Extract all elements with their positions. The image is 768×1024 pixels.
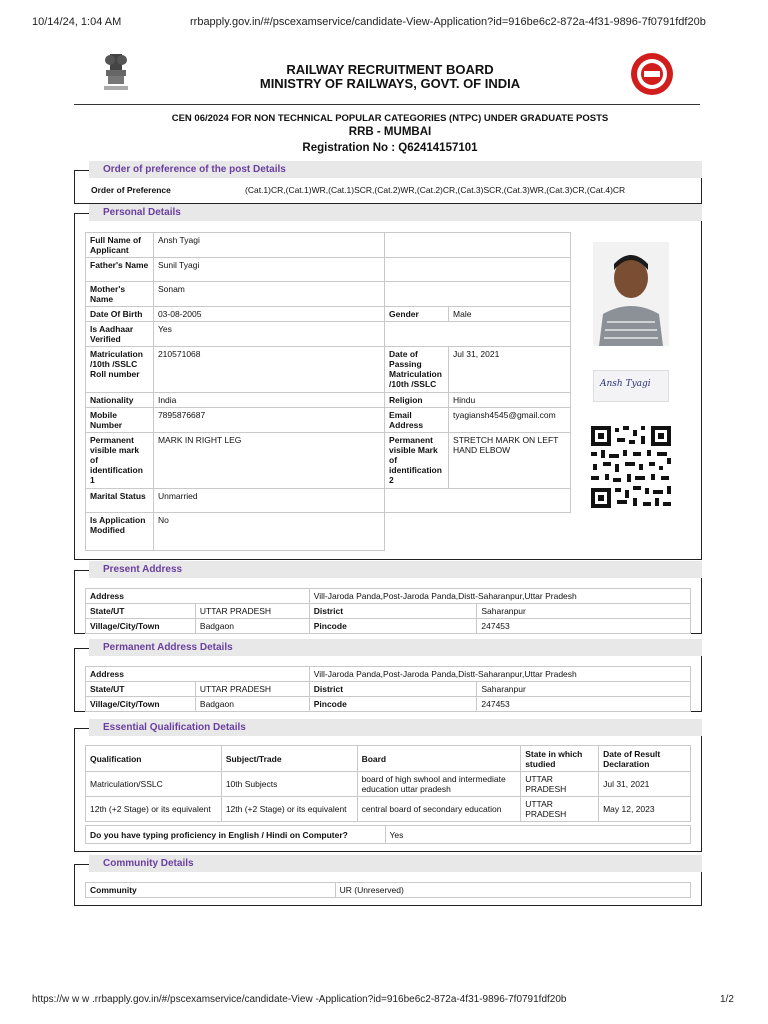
table-row (86, 282, 571, 307)
marital-value: Unmarried (153, 489, 384, 513)
registration-number: Registration No : Q62414157101 (302, 142, 478, 154)
aadhaar-value: Yes (153, 322, 384, 347)
qual-cell: 12th (+2 Stage) or its equivalent (221, 797, 357, 822)
table-row (86, 772, 691, 797)
qr-code-icon (589, 424, 673, 510)
full-name-label: Full Name of Applicant (86, 233, 154, 258)
qualification-section (74, 722, 702, 852)
print-datetime: 10/14/24, 1:04 AM (32, 16, 122, 28)
present-address-value: Vill-Jaroda Panda,Post-Jaroda Panda,Distt-Saharanpur,Uttar Pradesh (309, 589, 690, 604)
permanent-district-label: District (309, 682, 477, 697)
religion-value: Hindu (449, 393, 571, 408)
table-row (86, 826, 691, 844)
signature-box (593, 370, 669, 402)
table-row (86, 589, 691, 604)
table-row (86, 667, 691, 682)
present-address-heading: Present Address (89, 561, 702, 578)
gender-value: Male (449, 307, 571, 322)
present-village-label: Village/City/Town (86, 619, 196, 634)
father-label: Father's Name (86, 258, 154, 282)
permanent-address-section (74, 642, 702, 712)
personal-section (74, 207, 702, 560)
permanent-address-table (85, 666, 691, 712)
qual-header-state: State in which studied (521, 746, 599, 772)
ministry-title: MINISTRY OF RAILWAYS, GOVT. OF INDIA (259, 76, 521, 91)
qual-cell: 10th Subjects (221, 772, 357, 797)
qualification-heading: Essential Qualification Details (89, 719, 702, 736)
pass-date-label: Date of Passing Matriculation /10th /SSLC (385, 347, 449, 393)
nationality-value: India (153, 393, 384, 408)
mobile-value: 7895876687 (153, 408, 384, 433)
table-row (86, 619, 691, 634)
indian-railways-logo-icon (630, 52, 674, 96)
header-divider (74, 104, 700, 105)
present-pincode-value: 247453 (477, 619, 691, 634)
modified-value: No (153, 513, 384, 551)
permanent-state-value: UTTAR PRADESH (195, 682, 309, 697)
qual-header-board: Board (357, 746, 521, 772)
present-address-label: Address (86, 589, 310, 604)
mark1-value: MARK IN RIGHT LEG (153, 433, 384, 489)
permanent-village-label: Village/City/Town (86, 697, 196, 712)
qualification-table (85, 745, 691, 822)
qual-cell: Jul 31, 2021 (599, 772, 691, 797)
table-row (86, 797, 691, 822)
mother-label: Mother's Name (86, 282, 154, 307)
qual-header-subject: Subject/Trade (221, 746, 357, 772)
religion-label: Religion (385, 393, 449, 408)
footer-url: https://w w w .rrbapply.gov.in/#/pscexamservice/candidate-View -Application?id=916be6c2-872a-4f31-9896-7f0791fdf20b (32, 994, 567, 1005)
community-section (74, 858, 702, 906)
community-value: UR (Unreserved) (335, 883, 690, 898)
mark2-label: Permanent visible Mark of identification 2 (385, 433, 449, 489)
permanent-address-heading: Permanent Address Details (89, 639, 702, 656)
community-label: Community (86, 883, 336, 898)
personal-heading: Personal Details (89, 204, 702, 221)
email-label: Email Address (385, 408, 449, 433)
board-title: RAILWAY RECRUITMENT BOARD (286, 62, 494, 77)
community-table (85, 882, 691, 898)
qual-header-qualification: Qualification (86, 746, 222, 772)
permanent-district-value: Saharanpur (477, 682, 691, 697)
matric-value: 210571068 (153, 347, 384, 393)
table-row (86, 393, 571, 408)
nationality-label: Nationality (86, 393, 154, 408)
matric-label: Matriculation /10th /SSLC Roll number (86, 347, 154, 393)
permanent-village-value: Badgaon (195, 697, 309, 712)
rrb-name: RRB - MUMBAI (348, 126, 432, 138)
father-value: Sunil Tyagi (153, 258, 384, 282)
signature-text: Ansh Tyagi (600, 379, 651, 389)
typing-value: Yes (385, 826, 690, 844)
personal-table (85, 232, 571, 551)
dob-label: Date Of Birth (86, 307, 154, 322)
full-name-value: Ansh Tyagi (153, 233, 384, 258)
page-number: 1/2 (720, 994, 734, 1005)
pass-date-value: Jul 31, 2021 (449, 347, 571, 393)
table-row (86, 408, 571, 433)
applicant-photo (593, 242, 669, 346)
present-village-value: Badgaon (195, 619, 309, 634)
table-row (86, 604, 691, 619)
table-row (86, 513, 571, 551)
table-row (86, 322, 571, 347)
qual-cell: Matriculation/SSLC (86, 772, 222, 797)
gender-label: Gender (385, 307, 449, 322)
marital-label: Marital Status (86, 489, 154, 513)
preference-label: Order of Preference (91, 185, 171, 195)
qual-cell: 12th (+2 Stage) or its equivalent (86, 797, 222, 822)
qual-cell: UTTAR PRADESH (521, 772, 599, 797)
print-url: rrbapply.gov.in/#/pscexamservice/candidate-View-Application?id=916be6c2-872a-4f31-9896-7f0791fdf20b (190, 16, 706, 28)
table-row (86, 883, 691, 898)
typing-label: Do you have typing proficiency in English / Hindi on Computer? (86, 826, 386, 844)
preference-heading: Order of preference of the post Details (89, 161, 702, 178)
preference-value: (Cat.1)CR,(Cat.1)WR,(Cat.1)SCR,(Cat.2)WR,(Cat.2)CR,(Cat.3)SCR,(Cat.3)WR,(Cat.3)CR,(Cat.4)CR (245, 185, 626, 195)
present-state-value: UTTAR PRADESH (195, 604, 309, 619)
national-emblem-icon (100, 50, 132, 94)
mobile-label: Mobile Number (86, 408, 154, 433)
table-row (86, 489, 571, 513)
present-state-label: State/UT (86, 604, 196, 619)
aadhaar-label: Is Aadhaar Verified (86, 322, 154, 347)
table-row (86, 307, 571, 322)
typing-table (85, 825, 691, 844)
permanent-address-value: Vill-Jaroda Panda,Post-Jaroda Panda,Distt-Saharanpur,Uttar Pradesh (309, 667, 690, 682)
email-value: tyagiansh4545@gmail.com (449, 408, 571, 433)
present-district-label: District (309, 604, 477, 619)
table-row (86, 347, 571, 393)
table-row (86, 258, 571, 282)
cen-title: CEN 06/2024 FOR NON TECHNICAL POPULAR CATEGORIES (NTPC) UNDER GRADUATE POSTS (171, 113, 609, 124)
table-row (86, 746, 691, 772)
community-heading: Community Details (89, 855, 702, 872)
table-row (86, 682, 691, 697)
table-row (86, 233, 571, 258)
qual-cell: board of high swhool and intermediate education uttar pradesh (357, 772, 521, 797)
mark1-label: Permanent visible mark of identification 1 (86, 433, 154, 489)
qual-cell: May 12, 2023 (599, 797, 691, 822)
present-address-section (74, 564, 702, 634)
permanent-pincode-label: Pincode (309, 697, 477, 712)
permanent-state-label: State/UT (86, 682, 196, 697)
mark2-value: STRETCH MARK ON LEFT HAND ELBOW (449, 433, 571, 489)
modified-label: Is Application Modified (86, 513, 154, 551)
mother-value: Sonam (153, 282, 384, 307)
qual-cell: central board of secondary education (357, 797, 521, 822)
qual-header-date: Date of Result Declaration (599, 746, 691, 772)
dob-value: 03-08-2005 (153, 307, 384, 322)
table-row (86, 697, 691, 712)
qual-cell: UTTAR PRADESH (521, 797, 599, 822)
present-address-table (85, 588, 691, 634)
preference-section (74, 164, 702, 204)
permanent-pincode-value: 247453 (477, 697, 691, 712)
present-district-value: Saharanpur (477, 604, 691, 619)
present-pincode-label: Pincode (309, 619, 477, 634)
permanent-address-label: Address (86, 667, 310, 682)
table-row (86, 433, 571, 489)
